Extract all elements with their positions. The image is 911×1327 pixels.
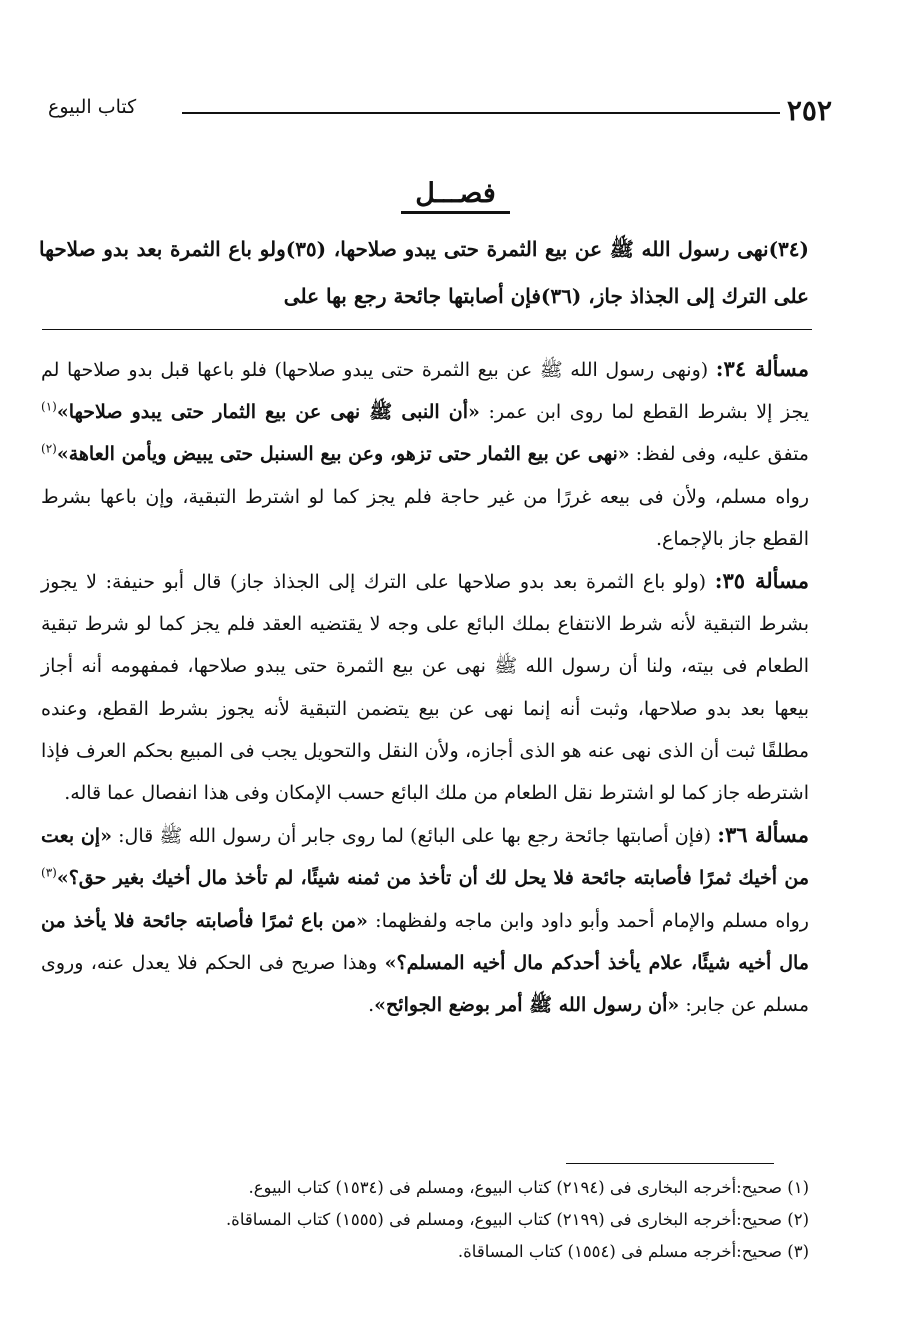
commentary-text: . <box>368 994 375 1017</box>
commentary-text: رواه مسلم والإمام أحمد وأبو داود وابن ماجه ولفظهما: <box>375 909 809 932</box>
page-header <box>30 92 830 132</box>
matn-divider <box>42 329 812 330</box>
footnote-2: (٢) صحيح:أخرجه البخارى فى (٢١٩٩) كتاب البيوع، ومسلم فى (١٥٥٥) كتاب المساقاة. <box>225 1210 809 1229</box>
masala-35 <box>41 560 809 814</box>
commentary-text: (ونهى رسول الله ﷺ عن بيع الثمرة حتى يبدو صلاحها) فلو باعها قبل بدو صلاحها لم يجز إلا بشرط القطع لما روى ابن عمر: <box>41 359 809 424</box>
masala-36 <box>41 814 809 1026</box>
commentary-text: رواه مسلم، ولأن فى بيعه غررًا من غير حاجة فلم يجز كما لو اشترط التبقية، وإن باعها بشرط القطع جاز بالإجماع. <box>41 485 809 550</box>
footnote-1: (١) صحيح:أخرجه البخارى فى (٢١٩٤) كتاب البيوع، ومسلم فى (١٥٣٤) كتاب البيوع. <box>248 1178 809 1197</box>
masala-label: مسألة ٣٥: <box>714 568 809 594</box>
commentary-text: (ولو باع الثمرة بعد بدو صلاحها على الترك إلى الجذاذ جاز) قال أبو حنيفة: لا يجوز بشرط التبقية لأنه شرط الانتفاع بملك البائع على وجه لا يقتضيه العقد فلم يجز كما لو شرط تبقية الطعام فى بيته، ولنا أن رسول الله ﷺ نهى عن بيع الثمرة حتى يبدو صلاحها، فمفهومه أنه أجاز بيعها بعد بدو صلاحها، وثبت أنه إنما نهى عن بيع يتضمن التبقية لأنه يجوز بشرط القطع، وعنده مطلقًا ثبت أن الذى نهى عنه هو الذى أجازه، ولأن النقل والتحويل يجب فى المبيع بحكم العرف فإذا اشترطه جاز كما لو اشترط نقل الطعام من ملك البائع حسب الإمكان وفى هذا انفصال عما قاله. <box>41 571 809 805</box>
footnote-divider <box>566 1163 774 1164</box>
hadith-quote: «إن بعت من أخيك ثمرًا فأصابته جائحة فلا يحل لك أن تأخذ من ثمنه شيئًا، لم تأخذ مال أخيك بغير حق؟» <box>41 825 810 890</box>
section-heading <box>0 178 911 209</box>
hadith-quote: «أن النبى ﷺ نهى عن بيع الثمار حتى يبدو صلاحها» <box>56 401 480 424</box>
commentary-text: متفق عليه، وفى لفظ: <box>635 443 809 466</box>
masala-label: مسألة ٣٦: <box>717 822 810 848</box>
footnote-3: (٣) صحيح:أخرجه مسلم فى (١٥٥٤) كتاب المساقاة. <box>457 1242 809 1261</box>
hadith-quote: «من باع ثمرًا فأصابته جائحة فلا يأخذ من مال أخيه شيئًا، علام يأخذ أحدكم مال أخيه المسلم؟» <box>41 909 809 974</box>
footnotes <box>41 1172 809 1268</box>
matn-text: (٣٤)نهى رسول الله ﷺ عن بيع الثمرة حتى يبدو صلاحها، (٣٥)ولو باع الثمرة بعد بدو صلاحها على الترك إلى الجذاذ جاز، (٣٦)فإن أصابتها جائحة رجع بها على <box>39 237 809 308</box>
masala-34 <box>41 348 809 560</box>
commentary <box>41 348 809 1026</box>
footnote-ref[interactable]: (٣) <box>41 866 57 881</box>
running-title: كتاب البيوع <box>48 96 137 118</box>
hadith-quote: «أن رسول الله ﷺ أمر بوضع الجوائح» <box>374 994 680 1017</box>
hadith-quote: «نهى عن بيع الثمار حتى تزهو، وعن بيع السنبل حتى يبيض ويأمن العاهة» <box>56 443 630 466</box>
footnote-ref[interactable]: (١) <box>41 399 57 414</box>
masala-label: مسألة ٣٤: <box>715 356 809 381</box>
header-rule <box>182 112 780 114</box>
commentary-text: (فإن أصابتها جائحة رجع بها على البائع) لما روى جابر أن رسول الله ﷺ قال: <box>118 825 712 848</box>
section-heading-text: فصـــل <box>401 178 510 214</box>
footnote-ref[interactable]: (٢) <box>41 442 57 457</box>
commentary-text: وهذا صريح فى الحكم فلا يعدل عنه، وروى مسلم عن جابر: <box>41 951 809 1017</box>
page-number: ٢٥٢ <box>786 94 832 127</box>
